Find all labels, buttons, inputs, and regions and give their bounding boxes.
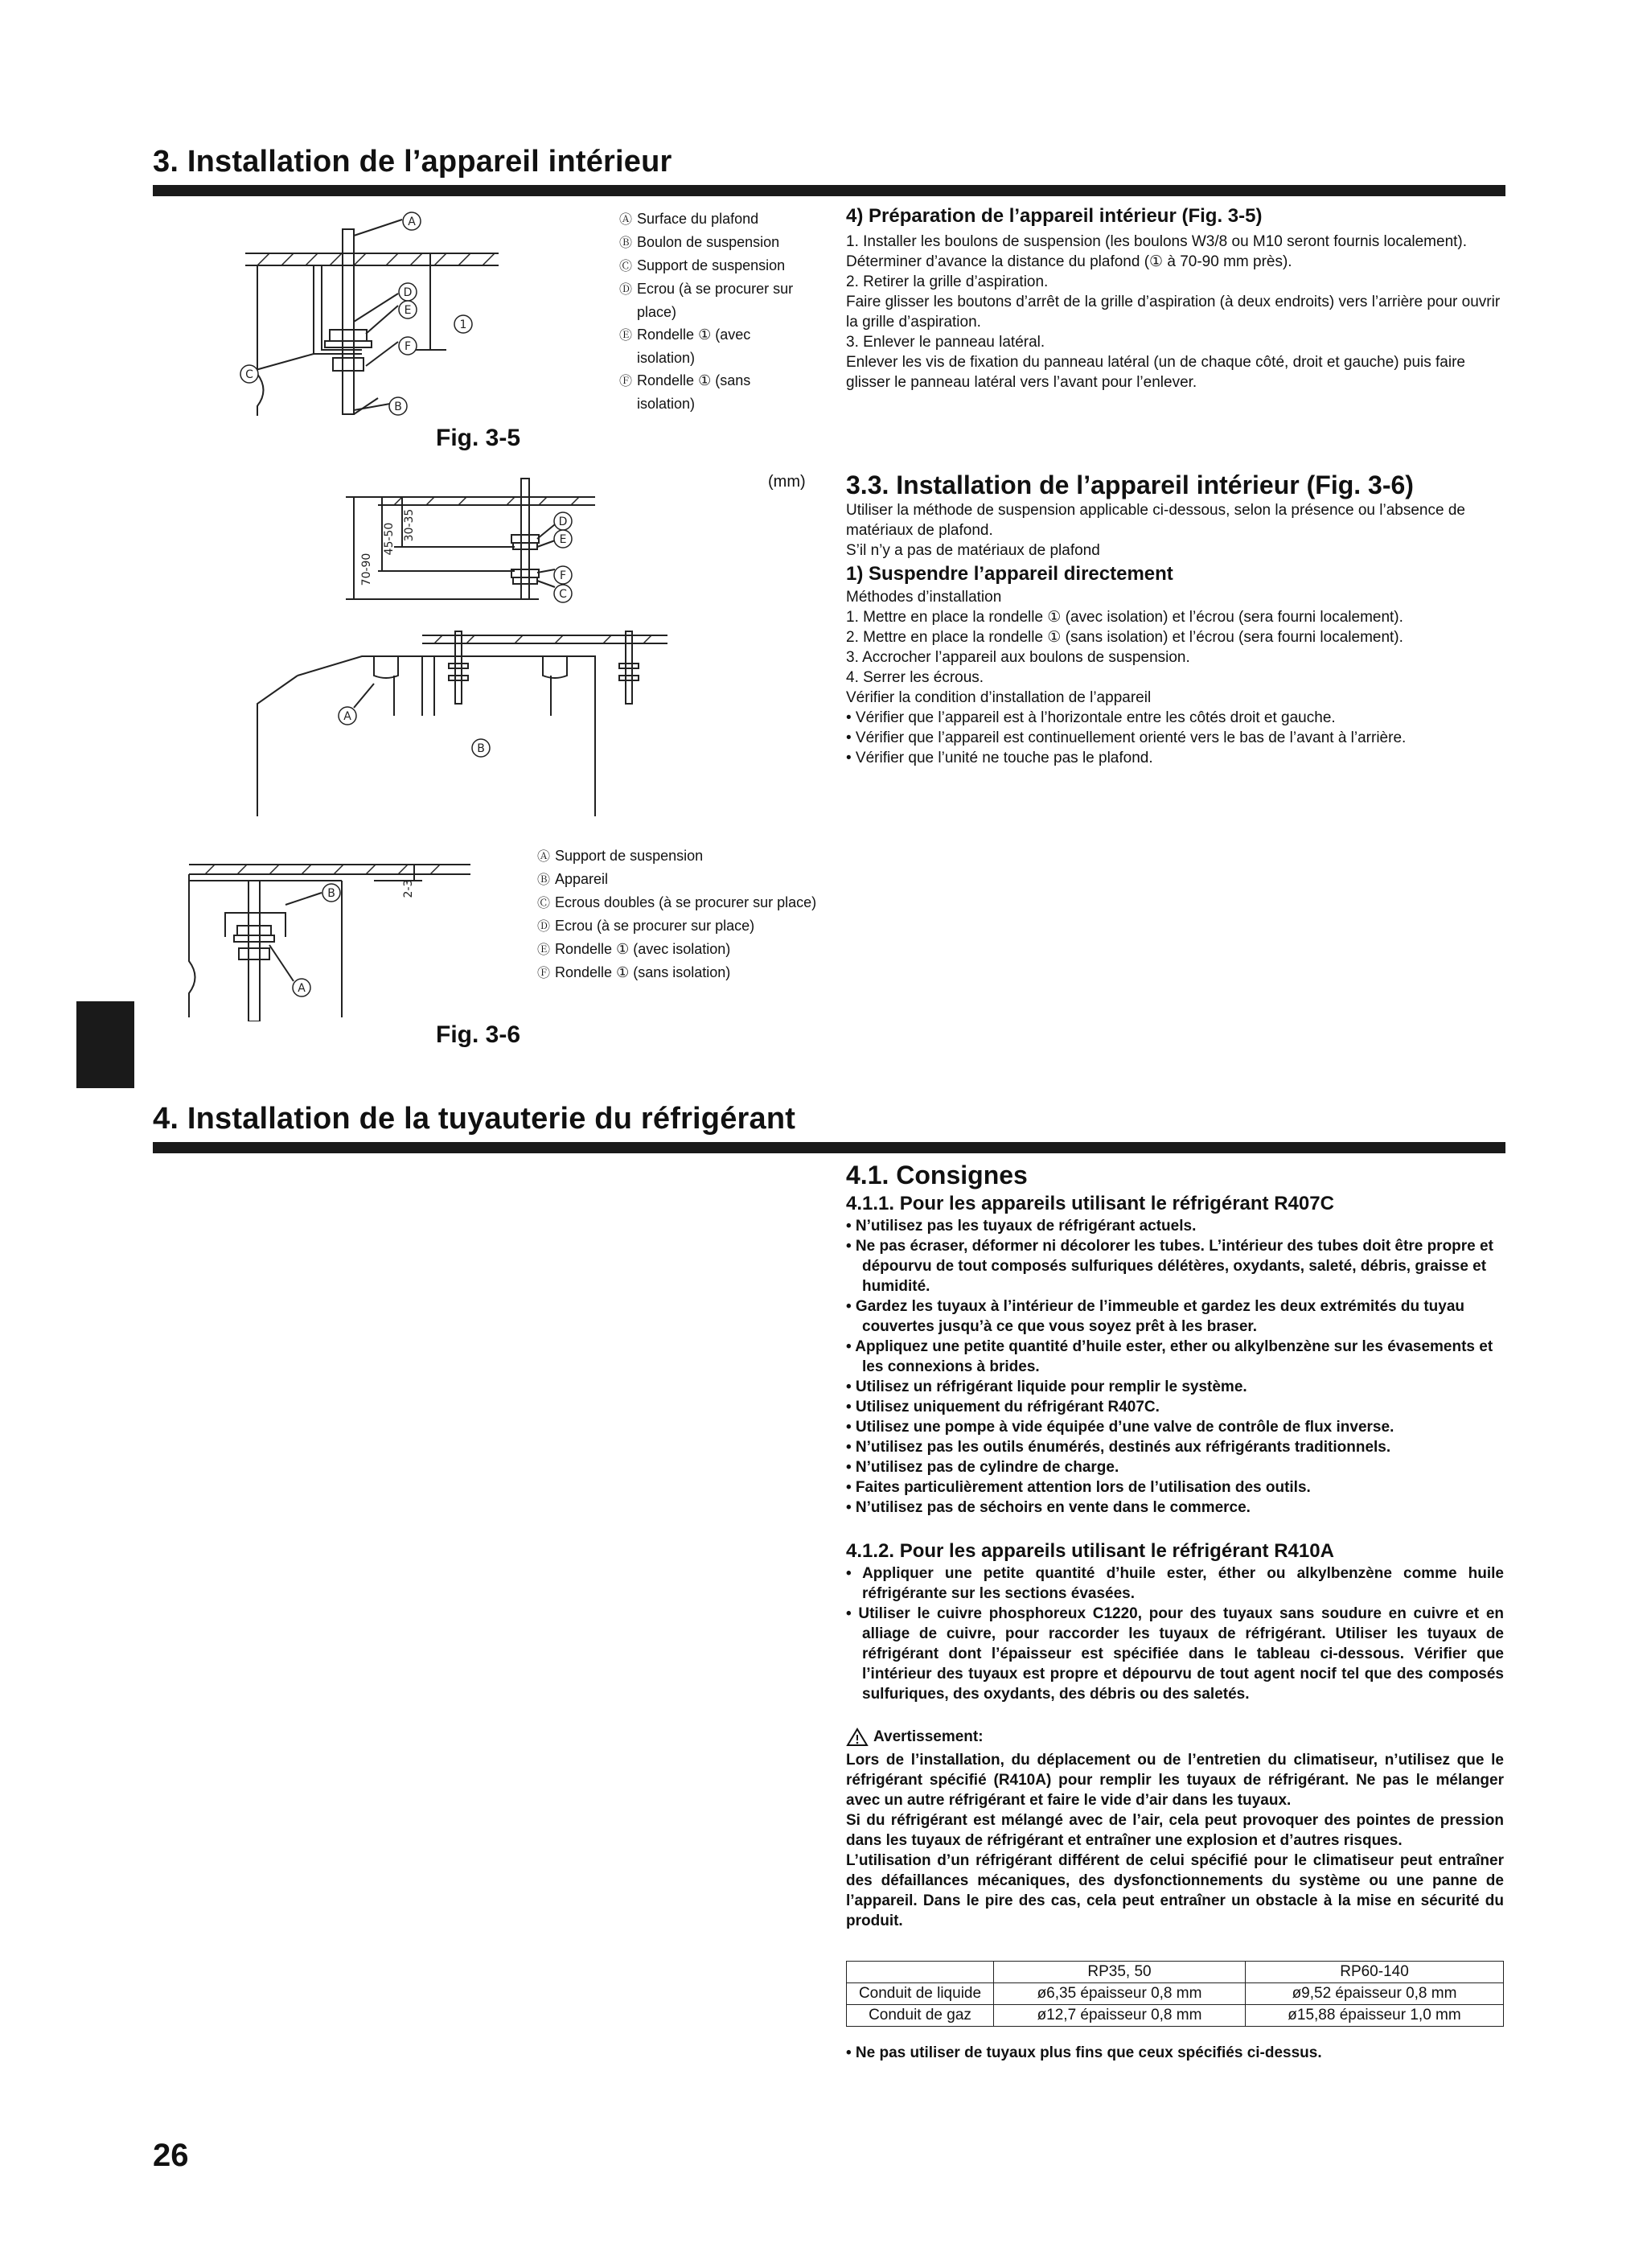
legend-item: Ⓕ Rondelle ① (sans isolation) bbox=[619, 372, 751, 412]
svg-text:A: A bbox=[298, 982, 306, 995]
legend-item: Ⓐ Surface du plafond bbox=[619, 211, 759, 227]
svg-text:F: F bbox=[559, 569, 567, 582]
dim-2-3: 2-3 bbox=[402, 879, 415, 898]
svg-text:E: E bbox=[559, 533, 567, 546]
warning-title-text: Avertissement: bbox=[873, 1728, 984, 1745]
r407c-item: • N’utilisez pas de cylindre de charge. bbox=[846, 1459, 1119, 1476]
table-cell: ø6,35 épaisseur 0,8 mm bbox=[994, 1983, 1246, 2005]
section-4-title: 4. Installation de la tuyauterie du réfrigérant bbox=[153, 1102, 796, 1136]
warning-paragraph: Lors de l’installation, du déplacement ou de l’entretien du climatiseur, n’utilisez que le réfrigérant spécifié (R410A) pour remplir les tuyaux de réfrigérant. Ne pas le mélanger avec un autre réfrigérant et faire le vide d’air dans les tuyaux. bbox=[846, 1752, 1504, 1809]
section-4-rule bbox=[153, 1142, 1505, 1153]
methods-title: Méthodes d’installation bbox=[846, 589, 1002, 606]
prep-text bbox=[846, 232, 1504, 392]
table-cell: Conduit de gaz bbox=[847, 2005, 994, 2027]
r407c-item: • Appliquez une petite quantité d’huile ester, ether ou alkylbenzène sur les évasements et les connexions à brides. bbox=[846, 1338, 1493, 1375]
section-3-title: 3. Installation de l’appareil intérieur bbox=[153, 145, 672, 179]
r410a-item: • Appliquer une petite quantité d’huile ester, éther ou alkylbenzène comme huile réfrigérante sur les sections évasées. bbox=[846, 1565, 1504, 1602]
warning-icon bbox=[846, 1728, 869, 1747]
legend-item: Ⓒ Support de suspension bbox=[619, 257, 786, 273]
unit-label: (mm) bbox=[768, 473, 806, 491]
table-cell: Conduit de liquide bbox=[847, 1983, 994, 2005]
legend-item: Ⓕ Rondelle ① (sans isolation) bbox=[537, 964, 731, 980]
r407c-item: • Gardez les tuyaux à l’intérieur de l’immeuble et gardez les deux extrémités du tuyau couvertes jusqu’à ce que vous soyez prêt à les braser. bbox=[846, 1298, 1465, 1335]
dim-45-50: 45-50 bbox=[383, 522, 396, 556]
callout-e: E bbox=[404, 304, 412, 317]
callout-b: B bbox=[394, 401, 402, 413]
r407c-list bbox=[846, 1216, 1504, 1518]
warning-body bbox=[846, 1750, 1504, 1931]
warning-title bbox=[846, 1728, 984, 1747]
dim-30-35: 30-35 bbox=[403, 508, 416, 542]
callout-a: A bbox=[408, 216, 416, 228]
r410a-item: • Utiliser le cuivre phosphoreux C1220, pour des tuyaux sans soudure en cuivre et en alliage de cuivre, pour raccorder les tuyaux de réfrigérant. Utiliser les tuyaux de réfrigérant dont l’épaisseur est spécifiée dans le tableau ci-dessous. Vérifier que l’intérieur des tuyaux est propre et dépourvu de tout agent nocif tel que des composés sulfuriques, des oxydants, des débris ou des saletés. bbox=[846, 1605, 1504, 1703]
callout-1: 1 bbox=[459, 318, 467, 331]
r407c-item: • N’utilisez pas de séchoirs en vente dans le commerce. bbox=[846, 1499, 1251, 1516]
r407c-heading: 4.1.1. Pour les appareils utilisant le réfrigérant R407C bbox=[846, 1193, 1334, 1214]
r410a-list bbox=[846, 1563, 1504, 1704]
svg-text:B: B bbox=[477, 742, 485, 755]
r407c-item: • N’utilisez pas les tuyaux de réfrigérant actuels. bbox=[846, 1218, 1197, 1235]
table-note: • Ne pas utiliser de tuyaux plus fins que ceux spécifiés ci-dessus. bbox=[846, 2044, 1322, 2061]
legend-item: Ⓓ Ecrou (à se procurer sur place) bbox=[537, 918, 755, 934]
legend-item: Ⓐ Support de suspension bbox=[537, 848, 704, 864]
method-item: 1. Mettre en place la rondelle ① (avec isolation) et l’écrou (sera fourni localement). bbox=[846, 609, 1403, 626]
intro-line: S’il n’y a pas de matériaux de plafond bbox=[846, 542, 1100, 559]
prep-line: Faire glisser les boutons d’arrêt de la grille d’aspiration (à deux endroits) vers l’arrière pour ouvrir la grille d’aspiration. bbox=[846, 294, 1501, 331]
consignes-heading: 4.1. Consignes bbox=[846, 1161, 1028, 1189]
table-row bbox=[847, 1983, 1504, 2005]
r410a-heading: 4.1.2. Pour les appareils utilisant le réfrigérant R410A bbox=[846, 1540, 1334, 1562]
legend-item: Ⓔ Rondelle ① (avec isolation) bbox=[537, 941, 731, 957]
legend-item: Ⓔ Rondelle ① (avec isolation) bbox=[619, 327, 751, 366]
r407c-item: • Utilisez un réfrigérant liquide pour remplir le système. bbox=[846, 1378, 1247, 1395]
warning-paragraph: L’utilisation d’un réfrigérant différent de celui spécifié pour le climatiseur peut entraîner des défaillances mécaniques, des dysfonctionnements du système ou une panne de l’appareil. Dans le pire des cas, cela peut entraîner un obstacle à la mise en sécurité du produit. bbox=[846, 1852, 1504, 1929]
install-33-intro bbox=[846, 500, 1504, 561]
callout-c: C bbox=[245, 368, 253, 381]
legend-item: Ⓓ Ecrou (à se procurer sur place) bbox=[619, 281, 794, 320]
svg-text:D: D bbox=[558, 516, 568, 528]
r407c-item: • Faites particulièrement attention lors de l’utilisation des outils. bbox=[846, 1479, 1311, 1496]
install-33-methods bbox=[846, 587, 1504, 768]
r407c-item: • N’utilisez pas les outils énumérés, destinés aux réfrigérants traditionnels. bbox=[846, 1439, 1391, 1456]
fig-3-5-drawing bbox=[233, 205, 603, 426]
r407c-item: • Utilisez uniquement du réfrigérant R407C. bbox=[846, 1399, 1160, 1415]
check-item: • Vérifier que l’appareil est continuellement orienté vers le bas de l’avant à l’arrière. bbox=[846, 729, 1407, 746]
table-cell: ø15,88 épaisseur 1,0 mm bbox=[1246, 2005, 1504, 2027]
table-cell: ø12,7 épaisseur 0,8 mm bbox=[994, 2005, 1246, 2027]
table-cell bbox=[847, 1962, 994, 1983]
r407c-item: • Ne pas écraser, déformer ni décolorer les tubes. L’intérieur des tubes doit être propre et dépourvu de tout composés sulfuriques délétères, oxydants, saleté, débris, graisse et humidité. bbox=[846, 1238, 1493, 1295]
callout-f: F bbox=[404, 340, 412, 353]
table-header-row bbox=[847, 1962, 1504, 1983]
fig-3-6-unit-drawing bbox=[249, 627, 676, 820]
legend-item: Ⓑ Appareil bbox=[537, 871, 609, 887]
r407c-item: • Utilisez une pompe à vide équipée d’une valve de contrôle de flux inverse. bbox=[846, 1419, 1394, 1436]
fig-3-6-detail-drawing bbox=[181, 848, 491, 1021]
svg-text:C: C bbox=[559, 588, 567, 601]
legend-item: Ⓑ Boulon de suspension bbox=[619, 234, 780, 250]
pipe-spec-table bbox=[846, 1961, 1504, 2027]
legend-item: Ⓒ Ecrous doubles (à se procurer sur place) bbox=[537, 894, 817, 910]
callout-d: D bbox=[403, 286, 413, 299]
intro-line: Utiliser la méthode de suspension applicable ci-dessous, selon la présence ou l’absence de matériaux de plafond. bbox=[846, 502, 1465, 539]
warning-paragraph: Si du réfrigérant est mélangé avec de l’air, cela peut provoquer des pointes de pression dans les tuyaux de réfrigérant et entraîner une explosion et d’autres risques. bbox=[846, 1812, 1504, 1849]
table-cell: RP35, 50 bbox=[994, 1962, 1246, 1983]
method-item: 3. Accrocher l’appareil aux boulons de suspension. bbox=[846, 649, 1190, 666]
prep-line: Déterminer d’avance la distance du plafond (① à 70-90 mm près). bbox=[846, 253, 1292, 270]
prep-heading: 4) Préparation de l’appareil intérieur (Fig. 3-5) bbox=[846, 205, 1263, 227]
fig-3-5-legend bbox=[619, 207, 812, 415]
fig-3-6-legend bbox=[537, 844, 819, 984]
svg-text:B: B bbox=[327, 887, 335, 900]
prep-line: 1. Installer les boulons de suspension (les boulons W3/8 ou M10 seront fournis localement). bbox=[846, 233, 1468, 250]
method-item: 4. Serrer les écrous. bbox=[846, 669, 984, 686]
dim-70-90: 70-90 bbox=[360, 553, 373, 586]
fig-3-6-label: Fig. 3-6 bbox=[436, 1021, 521, 1048]
method-item: 2. Mettre en place la rondelle ① (sans isolation) et l’écrou (sera fourni localement). bbox=[846, 629, 1403, 646]
check-title: Vérifier la condition d’installation de l’appareil bbox=[846, 689, 1152, 706]
section-3-rule bbox=[153, 185, 1505, 196]
prep-line: 3. Enlever le panneau latéral. bbox=[846, 334, 1045, 351]
install-33-heading: 3.3. Installation de l’appareil intérieur (Fig. 3-6) bbox=[846, 470, 1414, 499]
prep-line: 2. Retirer la grille d’aspiration. bbox=[846, 273, 1049, 290]
page-number: 26 bbox=[153, 2138, 189, 2173]
check-item: • Vérifier que l’appareil est à l’horizontale entre les côtés droit et gauche. bbox=[846, 709, 1336, 726]
install-33-subheading: 1) Suspendre l’appareil directement bbox=[846, 563, 1173, 585]
table-cell: RP60-140 bbox=[1246, 1962, 1504, 1983]
table-cell: ø9,52 épaisseur 0,8 mm bbox=[1246, 1983, 1504, 2005]
fig-3-6-top-drawing bbox=[346, 475, 611, 615]
prep-line: Enlever les vis de fixation du panneau latéral (un de chaque côté, droit et gauche) puis faire glisser le panneau latéral vers l’avant pour l’enlever. bbox=[846, 354, 1465, 391]
side-tab bbox=[76, 1001, 134, 1088]
check-item: • Vérifier que l’unité ne touche pas le plafond. bbox=[846, 750, 1153, 766]
fig-3-5-label: Fig. 3-5 bbox=[436, 425, 521, 451]
table-row bbox=[847, 2005, 1504, 2027]
svg-text:A: A bbox=[343, 710, 351, 723]
